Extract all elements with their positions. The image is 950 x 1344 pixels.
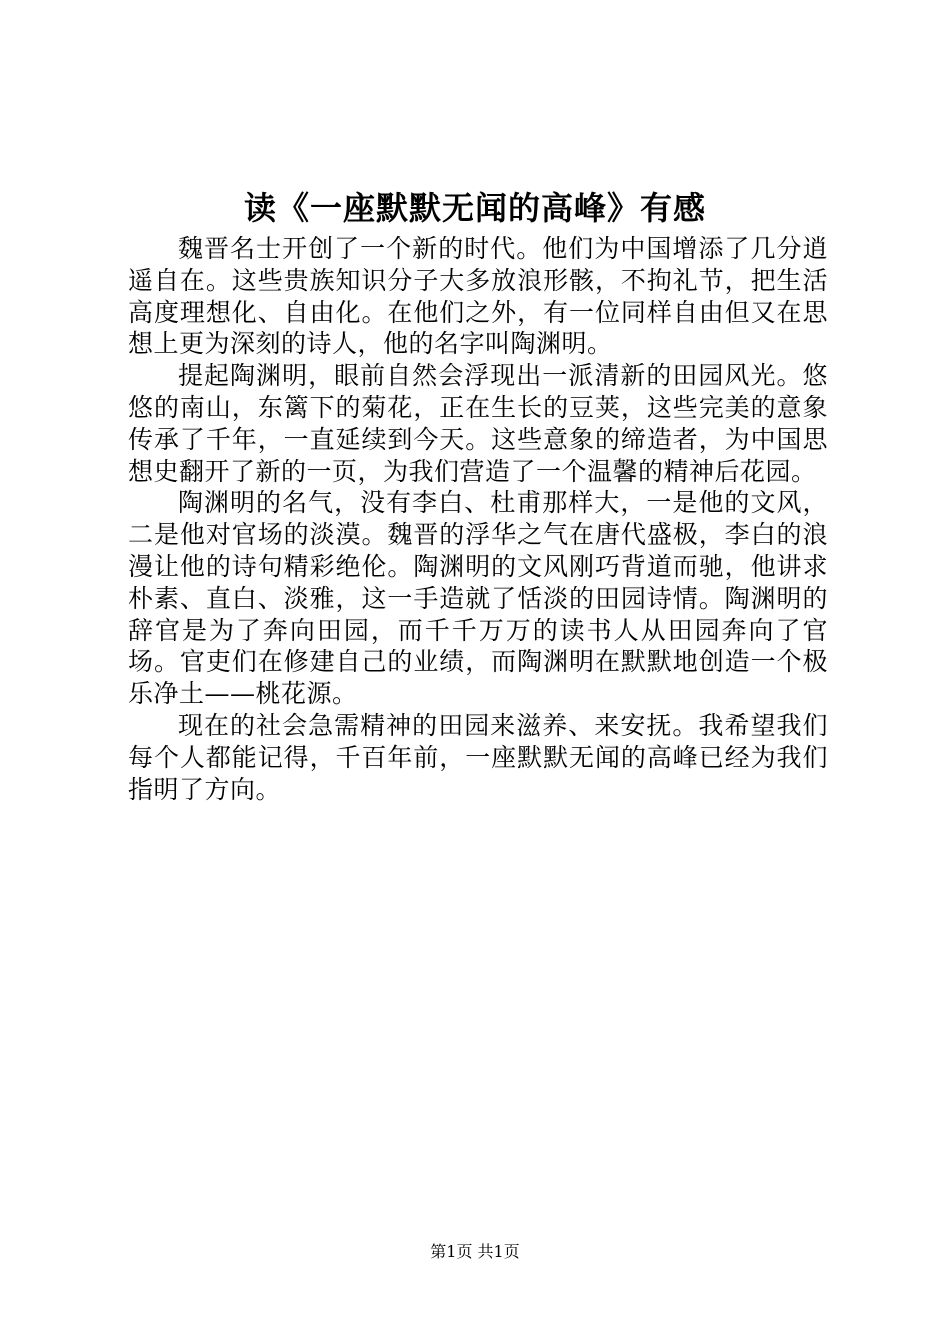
- document-body: [128, 233, 828, 805]
- paragraph-4: 现在的社会急需精神的田园来滋养、来安抚。我希望我们每个人都能记得，千百年前，一座默默无闻的高峰已经为我们指明了方向。: [128, 710, 828, 804]
- page-footer: 第1页 共1页: [430, 1242, 520, 1261]
- paragraph-3: 陶渊明的名气，没有李白、杜甫那样大，一是他的文风，二是他对官场的淡漠。魏晋的浮华之气在唐代盛极，李白的浪漫让他的诗句精彩绝伦。陶渊明的文风刚巧背道而驰，他讲求朴素、直白、淡雅，这一手造就了恬淡的田园诗情。陶渊明的辞官是为了奔向田园，而千千万万的读书人从田园奔向了官场。官吏们在修建自己的业绩，而陶渊明在默默地创造一个极乐净土——桃花源。: [128, 488, 828, 709]
- paragraph-1: 魏晋名士开创了一个新的时代。他们为中国增添了几分逍遥自在。这些贵族知识分子大多放浪形骸，不拘礼节，把生活高度理想化、自由化。在他们之外，有一位同样自由但又在思想上更为深刻的诗人，他的名字叫陶渊明。: [128, 234, 828, 359]
- paragraph-2: 提起陶渊明，眼前自然会浮现出一派清新的田园风光。悠悠的南山，东篱下的菊花，正在生长的豆荚，这些完美的意象传承了千年，一直延续到今天。这些意象的缔造者，为中国思想史翻开了新的一页，为我们营造了一个温馨的精神后花园。: [128, 361, 828, 486]
- document-title: 读《一座默默无闻的高峰》有感: [243, 189, 706, 227]
